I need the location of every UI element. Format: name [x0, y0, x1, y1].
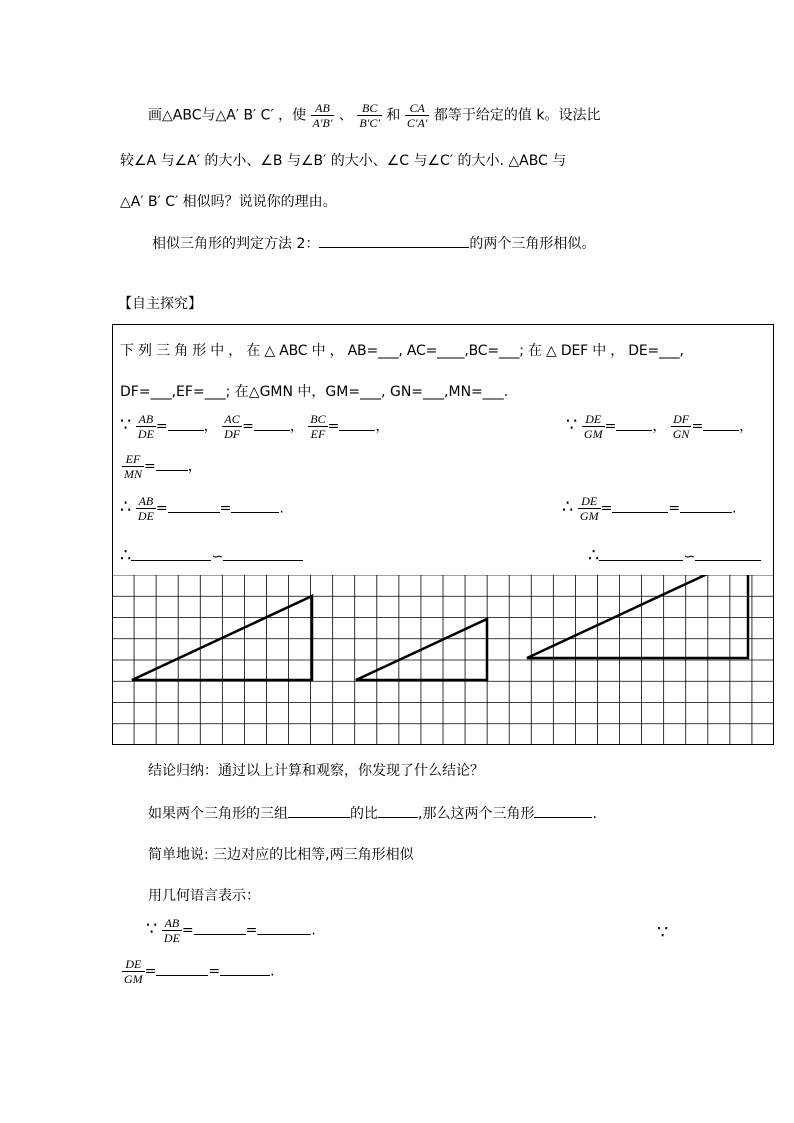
intro-text-a: 画△ABC与△A′ B′ C′ ，使	[148, 107, 307, 124]
triangle-gmn	[527, 575, 748, 658]
because-symbol: ∵	[146, 918, 158, 940]
therefore-symbol: ∴	[120, 545, 132, 566]
answer-blank[interactable]	[599, 559, 683, 561]
answer-blank[interactable]	[319, 246, 469, 248]
method-label: 相似三角形的判定方法 2：	[152, 236, 320, 252]
answer-blank[interactable]	[220, 974, 270, 976]
answer-blank[interactable]	[168, 511, 220, 513]
fraction: $\frac{DE}{GM}$	[579, 494, 599, 523]
box-line-1: 下 列 三 角 形 中 ， 在 △ ABC 中 ， AB=___, AC=____,BC=___; 在 △ DEF 中 ， DE=___,	[120, 343, 684, 359]
method-line	[152, 233, 595, 253]
fraction: $\frac{EF}{MN}$	[124, 452, 142, 481]
answer-blank[interactable]	[168, 429, 204, 431]
intro-text-b: 都等于给定的值 k。设法比	[433, 107, 601, 124]
fraction: $\frac{DF}{GN}$	[672, 412, 690, 441]
answer-blank[interactable]	[378, 816, 418, 818]
answer-blank[interactable]	[612, 511, 668, 513]
fraction: $\frac{BC}{EF}$	[310, 412, 326, 441]
intro-line-3: △A′ B′ C′ 相似吗？说说你的理由。	[120, 194, 337, 210]
similar-symbol: ∽	[211, 549, 224, 565]
fraction-bc-over-b1c1: $\frac{BC}{B'C'}$	[359, 101, 380, 130]
triangle-def	[356, 619, 487, 680]
therefore-symbol: ∴	[120, 496, 132, 518]
conclusion-line-4: 用几何语言表示：	[148, 888, 260, 904]
conclusion-line-2: 如果两个三角形的三组 的比 ,那么这两个三角形 .	[148, 806, 597, 822]
answer-blank[interactable]	[695, 559, 761, 561]
intro-line-2: 较∠A 与∠A′ 的大小、∠B 与∠B′ 的大小、∠C 与∠C′ 的大小. △ABC 与	[120, 153, 567, 169]
answer-blank[interactable]	[156, 974, 208, 976]
method-suffix: 的两个三角形相似。	[469, 236, 596, 252]
fraction: $\frac{AB}{DE}$	[163, 916, 180, 945]
because-symbol: ∵	[120, 414, 132, 436]
section-title: 【自主探究】	[118, 296, 202, 312]
because-row-left: ∵ $\frac{AB}{DE}$ = ， $\frac{AC}{DF}$ = ， $\frac{BC}{EF}$ = ，	[120, 412, 390, 441]
answer-blank[interactable]	[339, 429, 375, 431]
fraction-ab-over-a1b1: $\frac{AB}{A'B'}$	[312, 101, 333, 130]
answer-blank[interactable]	[257, 933, 311, 935]
similar-row-left	[120, 545, 303, 566]
answer-blank[interactable]	[194, 933, 246, 935]
answer-blank[interactable]	[680, 511, 732, 513]
grid-with-triangles	[112, 575, 774, 745]
therefore-row-right: ∴ $\frac{DE}{GM}$ = = .	[562, 494, 737, 523]
fraction: $\frac{AB}{DE}$	[137, 412, 154, 441]
similar-row-right	[588, 545, 761, 566]
conclusion-line-3: 简单地说: 三边对应的比相等,两三角形相似	[148, 847, 414, 863]
separator: 、	[338, 107, 353, 124]
box-line-2: DF=___,EF=___; 在△GMN 中，GM=___, GN=___,MN=___.	[120, 384, 509, 400]
answer-blank[interactable]	[223, 559, 303, 561]
fraction: $\frac{AB}{DE}$	[137, 494, 154, 523]
answer-blank[interactable]	[703, 429, 739, 431]
therefore-symbol: ∴	[588, 545, 600, 566]
answer-blank[interactable]	[288, 816, 350, 818]
similar-symbol: ∽	[683, 549, 696, 565]
fraction-ca-over-c1a1: $\frac{CA}{C'A'}$	[406, 101, 428, 130]
separator: 和	[386, 107, 401, 124]
wrap-fraction-row: $\frac{EF}{MN}$ = ，	[124, 452, 202, 481]
conclusion-line-1: 结论归纳：通过以上计算和观察，你发现了什么结论？	[148, 763, 484, 779]
intro-line-1	[148, 101, 600, 130]
answer-blank[interactable]	[156, 469, 188, 471]
fraction: $\frac{DE}{GM}$	[124, 957, 143, 986]
answer-blank[interactable]	[616, 429, 652, 431]
because-symbol-right: ∵	[657, 922, 669, 943]
fraction: $\frac{DE}{GM}$	[583, 412, 603, 441]
answer-blank[interactable]	[131, 559, 211, 561]
because-symbol: ∵	[566, 414, 578, 436]
geometry-row-1: ∵ $\frac{AB}{DE}$ = = .	[146, 916, 316, 945]
grid-lines	[112, 575, 774, 745]
answer-blank[interactable]	[534, 816, 592, 818]
fraction: $\frac{AC}{DF}$	[224, 412, 241, 441]
therefore-row-left: ∴ $\frac{AB}{DE}$ = = .	[120, 494, 284, 523]
therefore-symbol: ∴	[562, 496, 574, 518]
geometry-row-2: $\frac{DE}{GM}$ = = .	[124, 957, 275, 986]
answer-blank[interactable]	[231, 511, 279, 513]
because-row-right: ∵ $\frac{DE}{GM}$ = ， $\frac{DF}{GN}$ = ，	[566, 412, 754, 441]
answer-blank[interactable]	[254, 429, 290, 431]
